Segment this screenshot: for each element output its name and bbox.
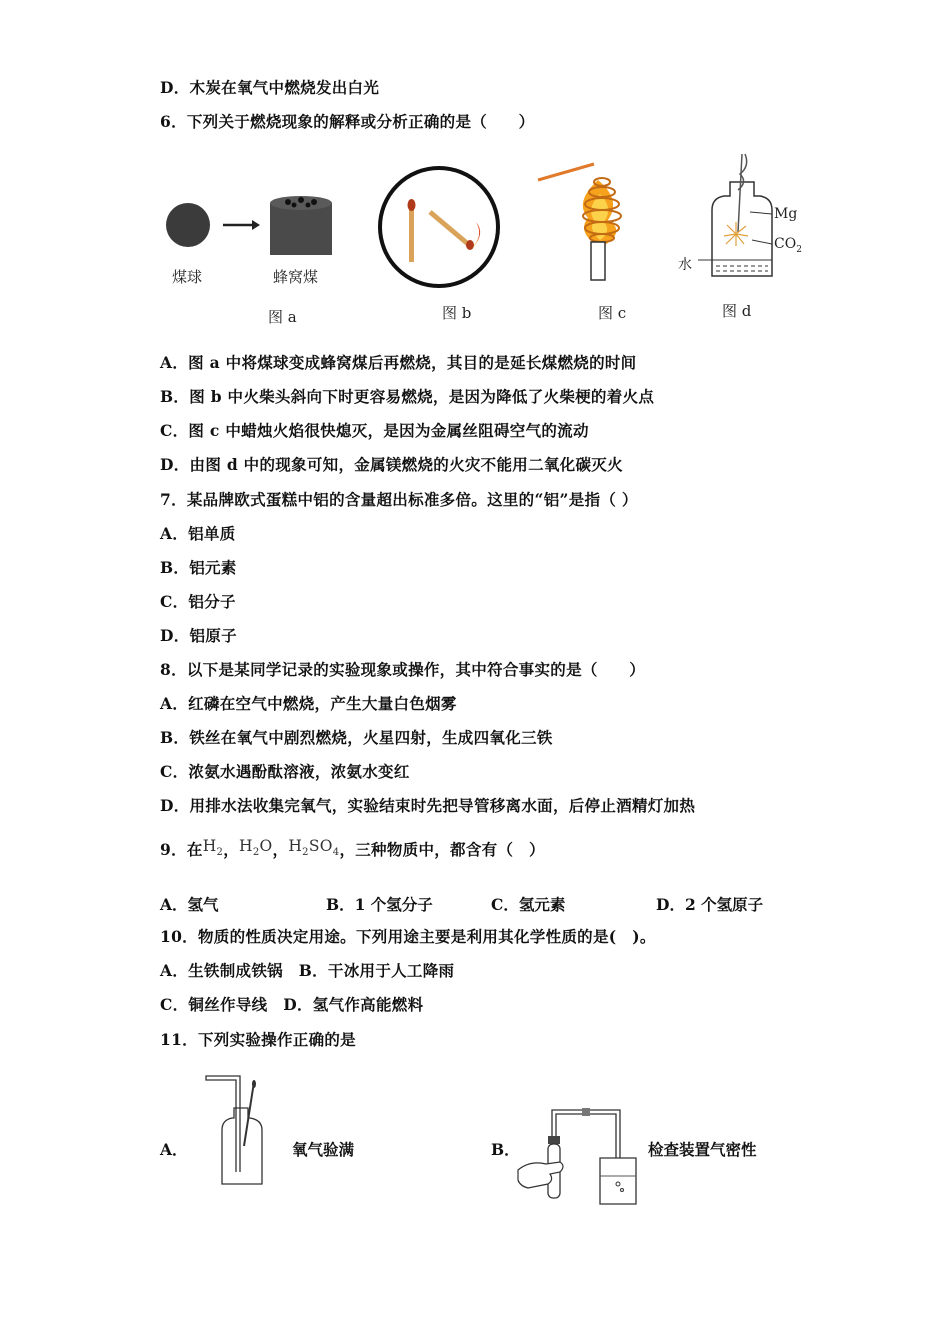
coal-ball-icon <box>166 203 210 247</box>
q8-option-b: B．铁丝在氧气中剧烈燃烧，火星四射，生成四氧化三铁 <box>160 728 553 747</box>
q6-option-d: D．由图 d 中的现象可知，金属镁燃烧的火灾不能用二氧化碳灭火 <box>160 455 623 474</box>
figure-b <box>376 164 502 290</box>
formula-h2: $H_2$ <box>202 837 224 859</box>
honeycomb-coal-label: 蜂窝煤 <box>273 268 319 286</box>
q7-option-d: D．铝原子 <box>160 626 237 645</box>
formula-h2so4: $H_2SO_4$ <box>288 837 340 859</box>
question-11: 11．下列实验操作正确的是 <box>160 1030 356 1049</box>
water-label: 水 <box>678 257 692 273</box>
gas-bottle-icon <box>222 1108 262 1184</box>
beaker-icon <box>600 1158 636 1204</box>
q11-option-a-letter: A． <box>160 1140 188 1159</box>
coal-ball-label: 煤球 <box>172 268 203 286</box>
figure-a-caption: 图 a <box>268 308 297 326</box>
q9-option-a: A．氢气 <box>160 895 219 914</box>
option-d-prev: D．木炭在氧气中燃烧发出白光 <box>160 78 380 97</box>
q10-options-cd: C．铜丝作导线 D．氢气作高能燃料 <box>160 995 424 1014</box>
question-8: 8．以下是某同学记录的实验现象或操作，其中符合事实的是（ ） <box>160 660 646 679</box>
question-10: 10．物质的性质决定用途。下列用途主要是利用其化学性质的是( )。 <box>160 927 656 946</box>
figure-b-caption: 图 b <box>442 304 472 322</box>
figure-d-caption: 图 d <box>722 302 752 320</box>
question-9: 9．在$H_2$，$H_2O$，$H_2SO_4$，三种物质中，都含有（ ） <box>160 837 545 859</box>
q6-option-c: C．图 c 中蜡烛火焰很快熄灭，是因为金属丝阻碍空气的流动 <box>160 421 589 440</box>
figure-oxygen-check <box>196 1072 276 1190</box>
figure-c <box>536 160 646 285</box>
question-6: 6．下列关于燃烧现象的解释或分析正确的是（ ） <box>160 112 535 131</box>
q6-option-a: A．图 a 中将煤球变成蜂窝煤后再燃烧，其目的是延长煤燃烧的时间 <box>160 353 637 372</box>
q11-option-a-text: 氧气验满 <box>292 1140 355 1159</box>
q9-option-d: D．2 个氢原子 <box>656 895 764 914</box>
q11-option-b-text: 检查装置气密性 <box>648 1140 757 1159</box>
q9-option-c: C．氢元素 <box>491 895 566 914</box>
candle-icon <box>591 242 605 280</box>
q8-option-a: A．红磷在空气中燃烧，产生大量白色烟雾 <box>160 694 457 713</box>
figure-a <box>160 195 340 325</box>
figure-c-caption: 图 c <box>598 304 627 322</box>
figure-airtightness-check <box>516 1100 640 1208</box>
q10-options-ab: A．生铁制成铁锅 B．干冰用于人工降雨 <box>160 961 455 980</box>
q8-option-d: D．用排水法收集完氧气，实验结束时先把导管移离水面，后停止酒精灯加热 <box>160 796 696 815</box>
mg-label: Mg <box>774 206 798 222</box>
question-7: 7．某品牌欧式蛋糕中铝的含量超出标准多倍。这里的“铝”是指（ ） <box>160 490 638 509</box>
formula-h2o: $H_2O$ <box>239 837 273 859</box>
q6-option-b: B．图 b 中火柴头斜向下时更容易燃烧，是因为降低了火柴梗的着火点 <box>160 387 655 406</box>
q8-option-c: C．浓氨水遇酚酞溶液，浓氨水变红 <box>160 762 410 781</box>
honeycomb-coal-icon <box>270 196 332 255</box>
q9-option-b: B．1 个氢分子 <box>326 895 433 914</box>
q7-option-c: C．铝分子 <box>160 592 236 611</box>
q7-option-a: A．铝单质 <box>160 524 236 543</box>
q11-option-b-letter: B． <box>491 1140 520 1159</box>
q7-option-b: B．铝元素 <box>160 558 237 577</box>
co2-label: $CO_2$ <box>774 236 802 255</box>
